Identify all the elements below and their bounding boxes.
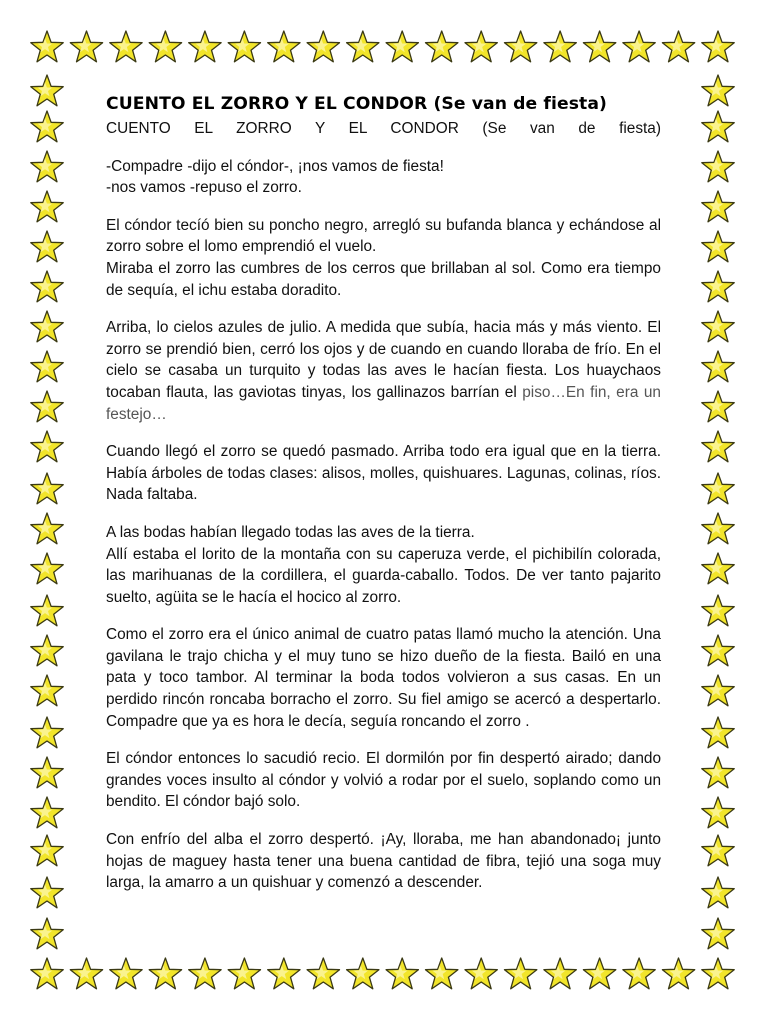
paragraph-3-text: Arriba, lo cielos azules de julio. A medida que subía, hacia más y más viento. El zorro se prendió bien, cerró los ojos y de cuando en cuando lloraba de frío. En el cielo se casaba un turquito y todas las aves le hacían fiesta. Los huaychaos tocaban flauta, las gaviotas tinyas, los gallinazos barrían el — [106, 319, 661, 401]
star-icon — [662, 958, 694, 989]
paragraph-5 — [106, 522, 661, 608]
star-icon — [149, 958, 181, 989]
star-icon — [505, 958, 537, 989]
star-icon — [702, 958, 734, 989]
star-icon — [702, 918, 734, 949]
document-body — [106, 92, 661, 910]
star-icon — [702, 271, 734, 302]
star-icon — [31, 757, 63, 788]
star-icon — [31, 351, 63, 382]
star-icon — [189, 31, 221, 62]
star-icon — [31, 918, 63, 949]
star-icon — [702, 717, 734, 748]
paragraph-1 — [106, 156, 661, 199]
star-icon — [31, 31, 63, 62]
star-icon — [583, 31, 615, 62]
star-icon — [110, 958, 142, 989]
star-icon — [702, 351, 734, 382]
star-icon — [31, 391, 63, 422]
star-icon — [544, 31, 576, 62]
star-icon — [347, 958, 379, 989]
star-icon — [31, 595, 63, 626]
star-icon — [702, 877, 734, 908]
star-icon — [307, 958, 339, 989]
star-icon — [465, 958, 497, 989]
star-icon — [31, 877, 63, 908]
star-icon — [702, 191, 734, 222]
star-icon — [31, 835, 63, 866]
star-icon — [702, 431, 734, 462]
star-icon — [702, 75, 734, 106]
star-icon — [31, 231, 63, 262]
star-icon — [702, 797, 734, 828]
star-icon — [702, 31, 734, 62]
star-icon — [149, 31, 181, 62]
star-icon — [110, 31, 142, 62]
star-icon — [31, 431, 63, 462]
star-icon — [31, 635, 63, 666]
star-icon — [31, 717, 63, 748]
star-icon — [31, 191, 63, 222]
star-icon — [31, 473, 63, 504]
star-icon — [31, 111, 63, 142]
star-icon — [702, 757, 734, 788]
star-icon — [702, 513, 734, 544]
star-icon — [31, 311, 63, 342]
star-icon — [228, 31, 260, 62]
star-icon — [623, 31, 655, 62]
star-icon — [347, 31, 379, 62]
paragraph-2 — [106, 215, 661, 301]
star-icon — [623, 958, 655, 989]
star-icon — [702, 553, 734, 584]
star-icon — [702, 635, 734, 666]
paragraph-7: El cóndor entonces lo sacudió recio. El dormilón por fin despertó airado; dando grandes voces insulto al cóndor y volvió a rodar por el suelo, soplando como un bendito. El cóndor bajó solo. — [106, 750, 661, 811]
star-icon — [465, 31, 497, 62]
document-subtitle: CUENTO EL ZORRO Y EL CONDOR (Se van de fiesta) — [106, 120, 661, 137]
star-icon — [702, 231, 734, 262]
star-icon — [31, 797, 63, 828]
star-icon — [702, 675, 734, 706]
star-icon — [702, 391, 734, 422]
star-icon — [505, 31, 537, 62]
star-icon — [31, 675, 63, 706]
star-icon — [702, 151, 734, 182]
paragraph-1-line-1: -Compadre -dijo el cóndor-, ¡nos vamos de fiesta! — [106, 157, 444, 175]
star-icon — [426, 31, 458, 62]
star-icon — [31, 513, 63, 544]
paragraph-2-part-1: El cóndor tecíó bien su poncho negro, arregló su bufanda blanca y echándose al zorro sobre el lomo emprendió el vuelo. — [106, 216, 661, 256]
paragraph-8: Con enfrío del alba el zorro despertó. ¡Ay, lloraba, me han abandonado¡ junto hojas de maguey hasta tener una buena cantidad de fibra, tejió una soga muy larga, la amarro a un quishuar y comenzó a descender. — [106, 831, 661, 892]
star-icon — [702, 473, 734, 504]
star-icon — [386, 31, 418, 62]
paragraph-1-line-2: -nos vamos -repuso el zorro. — [106, 179, 302, 197]
paragraph-6: Como el zorro era el único animal de cuatro patas llamó mucho la atención. Una gavilana le trajo chicha y el muy tuno se hizo dueño de la fiesta. Bailó en una pata y toco tambor. Al terminar la boda todos volvieron a sus casas. En un perdido rincón roncaba borracho el zorro. Su fiel amigo se acercó a despertarlo. Compadre que ya es hora le decía, seguía roncando el zorro . — [106, 626, 661, 730]
star-icon — [544, 958, 576, 989]
star-icon — [268, 31, 300, 62]
paragraph-5-part-1: A las bodas habían llegado todas las aves de la tierra. — [106, 523, 475, 541]
star-icon — [702, 311, 734, 342]
star-icon — [31, 958, 63, 989]
star-icon — [189, 958, 221, 989]
paragraph-2-part-2: Miraba el zorro las cumbres de los cerros que brillaban al sol. Como era tiempo de sequía, el ichu estaba doradito. — [106, 259, 661, 299]
star-icon — [31, 271, 63, 302]
star-icon — [268, 958, 300, 989]
star-icon — [307, 31, 339, 62]
star-icon — [702, 835, 734, 866]
star-icon — [662, 31, 694, 62]
star-icon — [31, 151, 63, 182]
star-icon — [228, 958, 260, 989]
star-icon — [702, 595, 734, 626]
document-title: CUENTO EL ZORRO Y EL CONDOR (Se van de fiesta) — [106, 94, 608, 114]
star-icon — [70, 31, 102, 62]
star-icon — [426, 958, 458, 989]
paragraph-5-part-2: Allí estaba el lorito de la montaña con su caperuza verde, el pichibilín colorada, las marihuanas de la cordillera, el guarda-caballo. Todos. De ver tanto pajarito suelto, agüita se le hacía el hocico al zorro. — [106, 545, 661, 606]
star-icon — [583, 958, 615, 989]
paragraph-4: Cuando llegó el zorro se quedó pasmado. Arriba todo era igual que en la tierra. Había árboles de todas clases: alisos, molles, quishuares. Lagunas, colinas, ríos. Nada faltaba. — [106, 443, 661, 504]
star-icon — [386, 958, 418, 989]
star-icon — [70, 958, 102, 989]
paragraph-3 — [106, 317, 661, 425]
star-icon — [31, 553, 63, 584]
star-icon — [31, 75, 63, 106]
star-icon — [702, 111, 734, 142]
paragraph-3-tail: piso…En fin, era un festejo… — [106, 383, 661, 423]
